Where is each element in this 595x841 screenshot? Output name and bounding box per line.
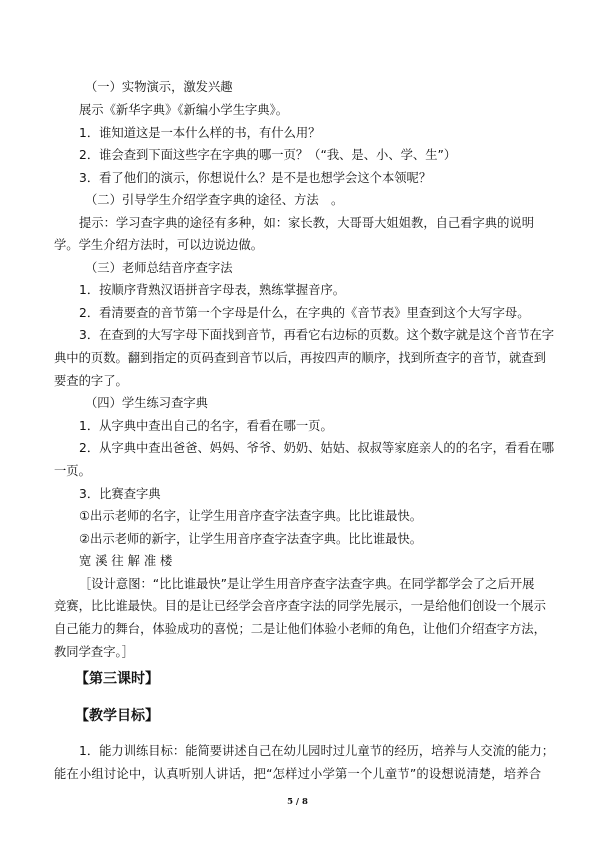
design-note-line: 教同学查字。］ <box>54 645 134 659</box>
section-heading-4: （四）学生练习查字典 <box>85 396 208 410</box>
list-item: 3．比赛查字典 <box>79 487 161 501</box>
list-item: ②出示老师的新字，让学生用音序查字法查字典。比比谁最快。 <box>79 532 423 546</box>
list-item: 1．谁知道这是一本什么样的书，有什么用？ <box>79 126 321 140</box>
character-list: 宽 溪 往 解 准 楼 <box>79 554 173 568</box>
goal-paragraph-line: 1．能力训练目标：能简要讲述自己在幼儿园时过儿童节的经历，培养与人交流的能力； <box>79 744 555 758</box>
list-item: 3．在查到的大写字母下面找到音节，再看它右边标的页数。这个数字就是这个音节在字 <box>79 328 555 342</box>
paragraph-line: 学。学生介绍方法时，可以边说边做。 <box>54 238 264 252</box>
design-note-line: 竞赛，比比谁最快。目的是让已经学会音序查字法的同学先展示，一是给他们创设一个展示 <box>54 599 546 613</box>
list-item: 2．从字典中查出爸爸、妈妈、爷爷、奶奶、姑姑、叔叔等家庭亲人的的名字，看看在哪 <box>79 441 555 455</box>
list-item: 1．从字典中查出自己的名字，看看在哪一页。 <box>79 419 333 433</box>
design-note-line: ［设计意图：“比比谁最快”是让学生用音序查字法查字典。在同学都学会了之后开展 <box>79 577 535 591</box>
list-item: 1．按顺序背熟汉语拼音字母表，熟练掌握音序。 <box>79 283 346 297</box>
list-item: 2．看清要查的音节第一个字母是什么，在字典的《音节表》里查到这个大写字母。 <box>79 306 530 320</box>
paragraph-line: 要查的字了。 <box>54 374 128 388</box>
section-heading-3: （三）老师总结音序查字法 <box>85 261 233 275</box>
third-period-heading: 【第三课时】 <box>75 671 159 687</box>
teaching-goals-heading: 【教学目标】 <box>75 708 159 724</box>
paragraph-line: 一页。 <box>54 464 91 478</box>
design-note-line: 自己能力的舞台，体验成功的喜悦；二是让他们体验小老师的角色，让他们介绍查字方法， <box>54 622 546 636</box>
list-item: ①出示老师的名字，让学生用音序查字法查字典。比比谁最快。 <box>79 509 423 523</box>
page-number: 5 / 8 <box>287 797 308 807</box>
paragraph-line: 提示：学习查字典的途径有多种，如：家长教，大哥哥大姐姐教，自己看字典的说明 <box>79 216 534 230</box>
section-heading-2: （二）引导学生介绍学查字典的途径、方法 。 <box>85 193 344 207</box>
goal-paragraph-line: 能在小组讨论中，认真听别人讲话，把“怎样过小学第一个儿童节”的设想说清楚，培养合 <box>54 767 541 781</box>
list-item: 3．看了他们的演示，你想说什么？是不是也想学会这个本领呢？ <box>79 171 432 185</box>
list-item: 2．谁会查到下面这些字在字典的哪一页？（“我、是、小、学、生”） <box>79 148 457 162</box>
paragraph-line: 典中的页数。翻到指定的页码查到音节以后，再按四声的顺序，找到所查字的音节，就查到 <box>54 351 546 365</box>
paragraph-line: 展示《新华字典》《新编小学生字典》。 <box>79 103 289 117</box>
section-heading-1: （一）实物演示，激发兴趣 <box>85 80 233 94</box>
